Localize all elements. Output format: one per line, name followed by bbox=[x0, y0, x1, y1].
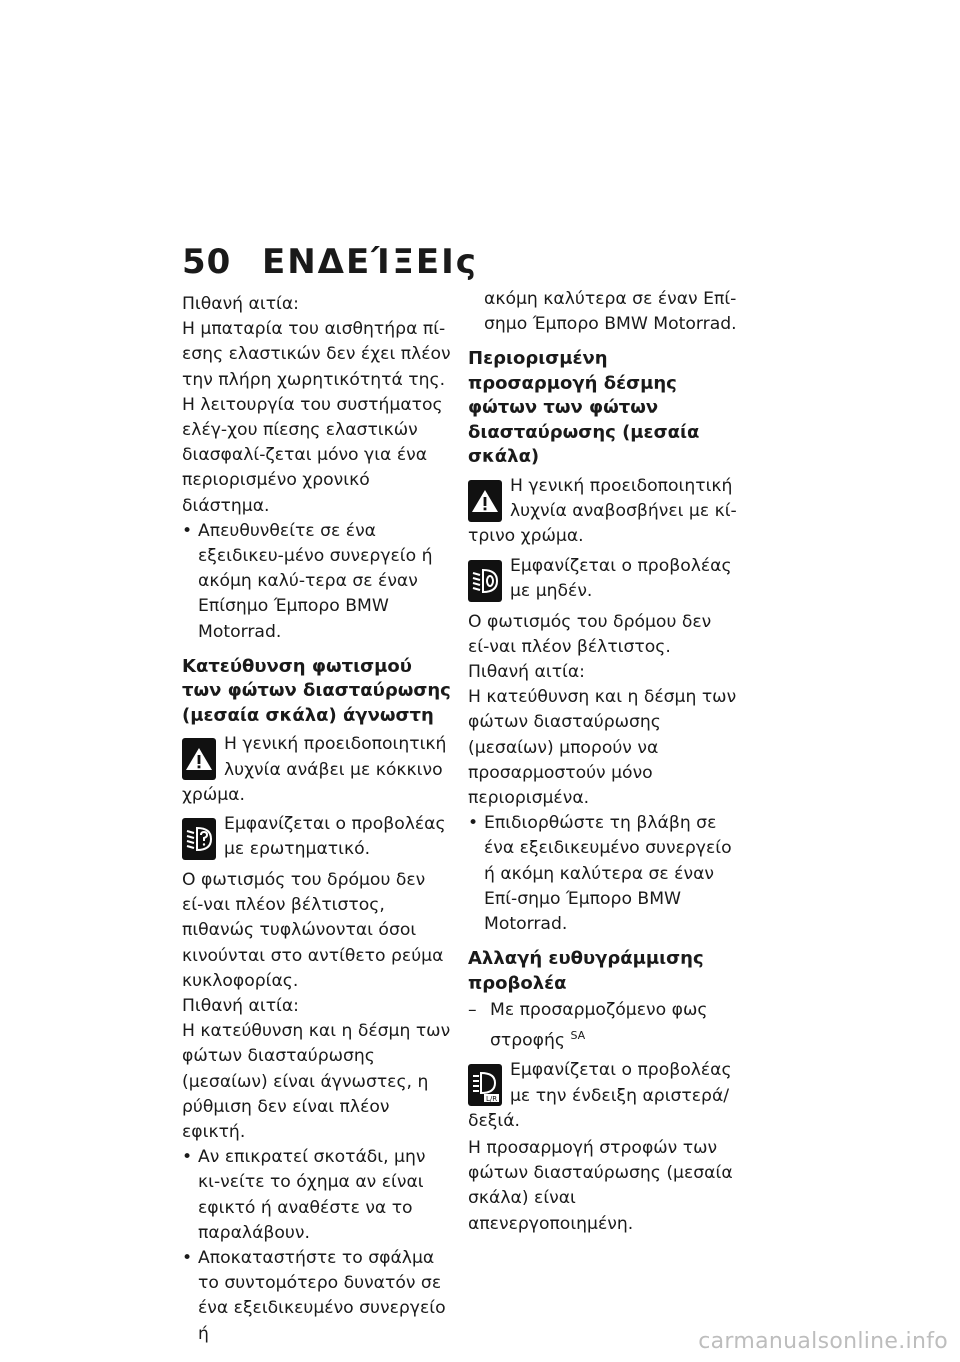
cause-label: Πιθανή αιτία: bbox=[182, 995, 299, 1016]
cause-label: Πιθανή αιτία: bbox=[182, 294, 299, 314]
headlight-zero-icon bbox=[468, 560, 502, 602]
headlight-indicator-row bbox=[182, 812, 452, 864]
headlight-indicator-row bbox=[468, 554, 738, 606]
section-heading: Κατεύθυνση φωτισμού των φώτων διασταύρωσης (μεσαία σκάλα) άγνωστη bbox=[182, 655, 451, 726]
bullet-text: Αν επικρατεί σκοτάδι, μην κι-νείτε το όχημα αν είναι εφικτό ή αναθέστε να το παραλάβουν. bbox=[198, 1147, 426, 1243]
paragraph: Ο φωτισμός του δρόμου δεν εί-ναι πλέον βέλτιστος. bbox=[468, 611, 712, 657]
bullet-text: Απευθυνθείτε σε ένα εξειδικευ-μένο συνεργείο ή ακόμη καλύ-τερα σε έναν Επίσημο Έμπορο BMW Motorrad. bbox=[198, 520, 433, 642]
left-column bbox=[182, 292, 452, 1347]
bullet-item: • Επιδιορθώστε τη βλάβη σε ένα εξειδικευμένο συνεργείο ή ακόμη καλύτερα σε έναν Επί-σημο Έμπορο BMW Motorrad. bbox=[468, 813, 732, 934]
cause-text: Η μπαταρία του αισθητήρα πί-εσης ελαστικών δεν έχει πλέον την πλήρη χωρητικότητά της. Η λειτουργία του συστήματος ελέγ-χου πίεσης ελαστικών διασφαλί-ζεται μόνο για ένα περιορισμένο χρονικό διάστημα. bbox=[182, 319, 451, 516]
bullet-text: Επιδιορθώστε τη βλάβη σε ένα εξειδικευμένο συνεργείο ή ακόμη καλύτερα σε έναν Επί-σημο Έμπορο BMW Motorrad. bbox=[484, 813, 732, 934]
bullet-item: • Απευθυνθείτε σε ένα εξειδικευ-μένο συνεργείο ή ακόμη καλύ-τερα σε έναν Επίσημο Έμπορο BMW Motorrad. bbox=[182, 520, 433, 642]
right-column bbox=[468, 287, 738, 1237]
chapter-title: ΕΝΔΕΊΞΕΙς bbox=[262, 242, 478, 282]
warning-light-row bbox=[182, 732, 452, 808]
sa-superscript: SA bbox=[570, 1029, 586, 1043]
paragraph: Ο φωτισμός του δρόμου δεν εί-ναι πλέον βέλτιστος, πιθανώς τυφλώνονται όσοι κινούνται στο αντίθετο ρεύμα κυκλοφορίας. bbox=[182, 869, 444, 991]
warning-light-row bbox=[468, 474, 738, 550]
cause-text: Η κατεύθυνση και η δέσμη των φώτων διασταύρωσης (μεσαίων) είναι άγνωστες, η ρύθμιση δεν είναι πλέον εφικτή. bbox=[182, 1021, 451, 1142]
dash-item: – Με προσαρμοζόμενο φως στροφής $^{SA}$ bbox=[468, 1000, 708, 1052]
headlight-indicator-text: Εμφανίζεται ο προβολέας με ερωτηματικό. bbox=[224, 813, 446, 860]
svg-text:L/R: L/R bbox=[485, 1095, 498, 1103]
warning-light-text: Η γενική προειδοποιητική λυχνία ανάβει με κόκκινο χρώμα. bbox=[182, 734, 447, 805]
headlight-lr-icon bbox=[468, 1064, 502, 1106]
bullet-item: • Αποκαταστήστε το σφάλμα το συντομότερο δυνατόν σε ένα εξειδικευμένο συνεργείο ή bbox=[182, 1248, 446, 1344]
paragraph: Η προσαρμογή στροφών των φώτων διασταύρωσης (μεσαία σκάλα) είναι απενεργοποιημένη. bbox=[468, 1137, 733, 1234]
section-heading: Περιορισμένη προσαρμογή δέσμης φώτων των φώτων διασταύρωσης (μεσαία σκάλα) bbox=[468, 348, 700, 468]
cause-label: Πιθανή αιτία: bbox=[468, 661, 585, 682]
headlight-question-icon bbox=[182, 818, 216, 860]
dash-text: Με προσαρμοζόμενο φως στροφής bbox=[490, 1000, 708, 1052]
cause-text: Η κατεύθυνση και η δέσμη των φώτων διασταύρωσης (μεσαίων) μπορούν να προσαρμοστούν μόνο περιορισμένα. bbox=[468, 687, 737, 808]
page-header bbox=[182, 242, 478, 282]
watermark: carmanualsonline.info bbox=[698, 1329, 948, 1354]
warning-triangle-icon bbox=[468, 480, 502, 522]
bullet-item: • Αν επικρατεί σκοτάδι, μην κι-νείτε το όχημα αν είναι εφικτό ή αναθέστε να το παραλάβουν. bbox=[182, 1147, 426, 1243]
section-heading: Αλλαγή ευθυγράμμισης προβολέα bbox=[468, 948, 704, 994]
page-number: 50 bbox=[182, 242, 232, 282]
headlight-indicator-text: Εμφανίζεται ο προβολέας με μηδέν. bbox=[510, 555, 732, 601]
warning-triangle-icon bbox=[182, 738, 216, 780]
bullet-text: Αποκαταστήστε το σφάλμα το συντομότερο δυνατόν σε ένα εξειδικευμένο συνεργείο ή bbox=[198, 1248, 446, 1344]
headlight-lr-text: Εμφανίζεται ο προβολέας με την ένδειξη αριστερά/δεξιά. bbox=[468, 1060, 732, 1131]
warning-light-text: Η γενική προειδοποιητική λυχνία αναβοσβήνει με κί-τρινο χρώμα. bbox=[468, 475, 737, 547]
headlight-lr-row bbox=[468, 1058, 738, 1134]
bullet-continuation: ακόμη καλύτερα σε έναν Επί-σημο Έμπορο BMW Motorrad. bbox=[484, 289, 737, 335]
